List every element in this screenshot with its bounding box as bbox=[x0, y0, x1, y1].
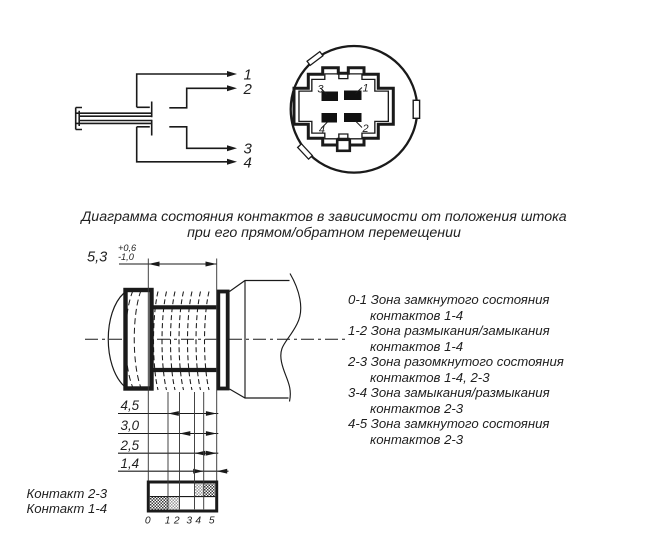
contact-row-label-2-3: Контакт 2-3 bbox=[26, 486, 108, 501]
wire-terminal-1 bbox=[137, 74, 229, 107]
terminal-label-2: 2 bbox=[243, 81, 252, 98]
terminal-label-1: 1 bbox=[243, 66, 252, 84]
arrow-terminal-3 bbox=[227, 145, 237, 151]
zone-cont: контактов 1-4 bbox=[370, 307, 464, 323]
scale-tick-1: 1 bbox=[164, 515, 171, 527]
dimension-arrows bbox=[148, 262, 227, 474]
segment-1-4-closed bbox=[150, 497, 168, 510]
terminal-label-3: 3 bbox=[243, 140, 252, 158]
rim-lug-right bbox=[413, 100, 419, 118]
dim-row-3-value: 2,5 bbox=[120, 437, 140, 453]
wire-terminal-4 bbox=[137, 127, 229, 162]
terminal-label-4: 4 bbox=[243, 154, 252, 172]
switch-schematic bbox=[76, 67, 253, 172]
connector-keyway-tab bbox=[337, 140, 350, 151]
scale-tick-2: 2 bbox=[173, 515, 180, 527]
zone-item-2-3 bbox=[348, 354, 564, 385]
wire-terminal-2 bbox=[169, 88, 228, 108]
diagram-title-line1: Диаграмма состояния контактов в зависимости от положения штока bbox=[81, 209, 567, 225]
segment-2-3-closed bbox=[204, 484, 215, 496]
zone-cont: контактов 2-3 bbox=[370, 400, 464, 416]
pin-3 bbox=[322, 92, 339, 102]
zone-item-3-4 bbox=[348, 385, 564, 416]
dim-row-4-value: 1,4 bbox=[120, 455, 140, 471]
diagram-title-line2: при его прямом/обратном перемещении bbox=[187, 225, 461, 242]
zone-head: 1-2 Зона размыкания/замыкания bbox=[348, 323, 550, 338]
zone-item-0-1 bbox=[348, 292, 564, 323]
zone-item-4-5 bbox=[348, 416, 564, 447]
arrow-terminal-4 bbox=[227, 159, 237, 165]
plunger-section-view bbox=[85, 274, 347, 402]
switch-body bbox=[230, 274, 301, 402]
zone-head: 3-4 Зона замыкания/размыкания bbox=[348, 385, 550, 400]
dim-row-1-value: 4,5 bbox=[120, 398, 140, 413]
diagram-title bbox=[10, 209, 638, 242]
arrow-terminal-2 bbox=[227, 85, 237, 91]
dim-main-tol-minus: -1,0 bbox=[118, 252, 134, 262]
zone-head: 4-5 Зона замкнутого состояния bbox=[348, 416, 550, 431]
pin-label-3: 3 bbox=[317, 83, 324, 96]
zone-legend bbox=[348, 292, 564, 447]
zone-item-1-2 bbox=[348, 323, 564, 354]
contact-row-label-1-4: Контакт 1-4 bbox=[26, 501, 108, 516]
zone-head: 2-3 Зона разомкнутого состояния bbox=[348, 354, 564, 369]
arrow-terminal-1 bbox=[227, 71, 237, 77]
dim-main-tol-plus: +0,6 bbox=[118, 242, 137, 253]
pin-label-4: 4 bbox=[318, 124, 325, 136]
zone-cont: контактов 2-3 bbox=[370, 431, 464, 447]
state-bar bbox=[148, 482, 216, 511]
zone-head: 0-1 Зона замкнутого состояния bbox=[348, 292, 550, 307]
pin-2 bbox=[344, 113, 362, 122]
segment-1-4-transition bbox=[168, 497, 180, 510]
break-line bbox=[281, 274, 301, 402]
connector-face-view bbox=[291, 46, 420, 173]
pin-label-2: 2 bbox=[362, 123, 369, 135]
zone-cont: контактов 1-4, 2-3 bbox=[370, 369, 490, 385]
scale-tick-4: 4 bbox=[195, 515, 202, 527]
pin-4 bbox=[322, 113, 338, 123]
scale-tick-0: 0 bbox=[144, 515, 151, 527]
left-flange bbox=[126, 290, 152, 389]
dim-main-value: 5,3 bbox=[87, 249, 108, 266]
right-flange bbox=[218, 292, 227, 389]
pin-1 bbox=[344, 91, 362, 101]
wire-terminal-3 bbox=[169, 127, 228, 149]
zone-cont: контактов 1-4 bbox=[370, 338, 464, 354]
segment-2-3-transition bbox=[195, 484, 204, 496]
scale-tick-5: 5 bbox=[208, 515, 215, 527]
barrel bbox=[151, 307, 219, 370]
dim-row-2-value: 3,0 bbox=[120, 418, 140, 434]
pin-label-1: 1 bbox=[362, 82, 369, 95]
scale-tick-3: 3 bbox=[186, 515, 193, 527]
